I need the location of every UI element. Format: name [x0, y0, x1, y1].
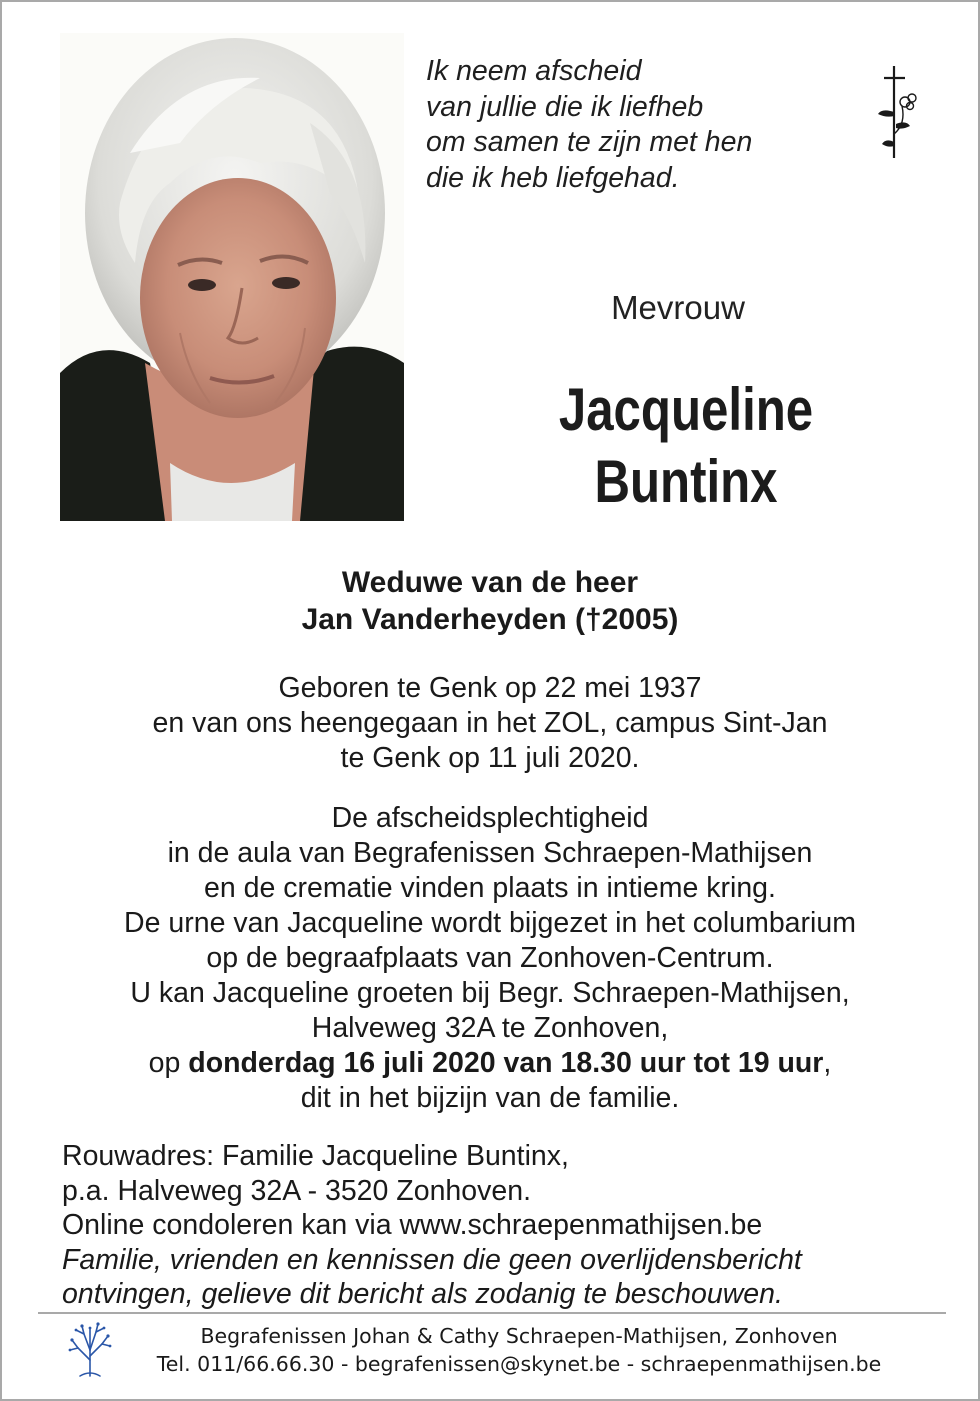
- widow-section: [42, 564, 938, 638]
- deceased-name: [519, 374, 854, 518]
- ceremony-line: op de begraafplaats van Zonhoven-Centrum.: [206, 942, 774, 974]
- postal-address: p.a. Halveweg 32A - 3520 Zonhoven.: [62, 1174, 531, 1207]
- visit-line: [42, 1046, 938, 1081]
- funeral-home-name: Begrafenissen Johan & Cathy Schraepen-Mathijsen, Zonhoven: [200, 1324, 838, 1348]
- ceremony-line: De afscheidsplechtigheid: [331, 802, 649, 834]
- footer-divider: [38, 1312, 946, 1314]
- poem-line: die ik heb liefgehad.: [426, 161, 680, 194]
- ceremony-last-line: dit in het bijzijn van de familie.: [300, 1082, 680, 1114]
- poem-line: om samen te zijn met hen: [426, 126, 753, 158]
- widow-spouse: Jan Vanderheyden (†2005): [301, 603, 679, 636]
- ceremony-line: en de crematie vinden plaats in intieme kring.: [204, 872, 776, 904]
- funeral-home-contact: Tel. 011/66.66.30 - begrafenissen@skynet.be - schraepenmathijsen.be: [156, 1352, 882, 1376]
- poem: [426, 54, 752, 196]
- visit-suffix: ,: [823, 1047, 832, 1079]
- birth-death-section: [42, 671, 938, 776]
- birth-line: Geboren te Genk op 22 mei 1937: [278, 672, 702, 704]
- deceased-title: Mevrouw: [611, 289, 745, 326]
- funeral-home-footer: [114, 1322, 924, 1378]
- death-date-line: te Genk op 11 juli 2020.: [340, 742, 640, 774]
- ceremony-line: Halveweg 32A te Zonhoven,: [311, 1012, 669, 1044]
- ceremony-line: U kan Jacqueline groeten bij Begr. Schraepen-Mathijsen,: [130, 977, 850, 1009]
- poem-line: Ik neem afscheid: [426, 55, 642, 87]
- ceremony-section: [42, 801, 938, 1116]
- portrait-photo: [60, 33, 404, 521]
- widow-line: Weduwe van de heer: [341, 566, 639, 599]
- tree-logo-icon: [66, 1320, 114, 1378]
- poem-line: van jullie die ik liefheb: [426, 90, 704, 123]
- notice-note: ontvingen, gelieve dit bericht als zodanig te beschouwen.: [62, 1278, 783, 1310]
- ceremony-line: in de aula van Begrafenissen Schraepen-Mathijsen: [167, 837, 813, 869]
- notice-note: Familie, vrienden en kennissen die geen overlijdensbericht: [62, 1243, 802, 1276]
- visit-prefix: op: [148, 1047, 189, 1079]
- mourning-address: Rouwadres: Familie Jacqueline Buntinx,: [62, 1140, 569, 1172]
- deceased-last-name: Buntinx: [594, 448, 778, 515]
- address-section: [62, 1139, 802, 1312]
- ceremony-line: De urne van Jacqueline wordt bijgezet in het columbarium: [124, 907, 856, 939]
- cross-with-flower-icon: [872, 64, 924, 162]
- death-line: en van ons heengegaan in het ZOL, campus Sint-Jan: [152, 707, 828, 739]
- deceased-first-name: Jacqueline: [558, 376, 814, 443]
- online-condolence-link: Online condoleren kan via www.schraepenmathijsen.be: [62, 1209, 763, 1241]
- visit-datetime: donderdag 16 juli 2020 van 18.30 uur tot 19 uur: [188, 1047, 824, 1079]
